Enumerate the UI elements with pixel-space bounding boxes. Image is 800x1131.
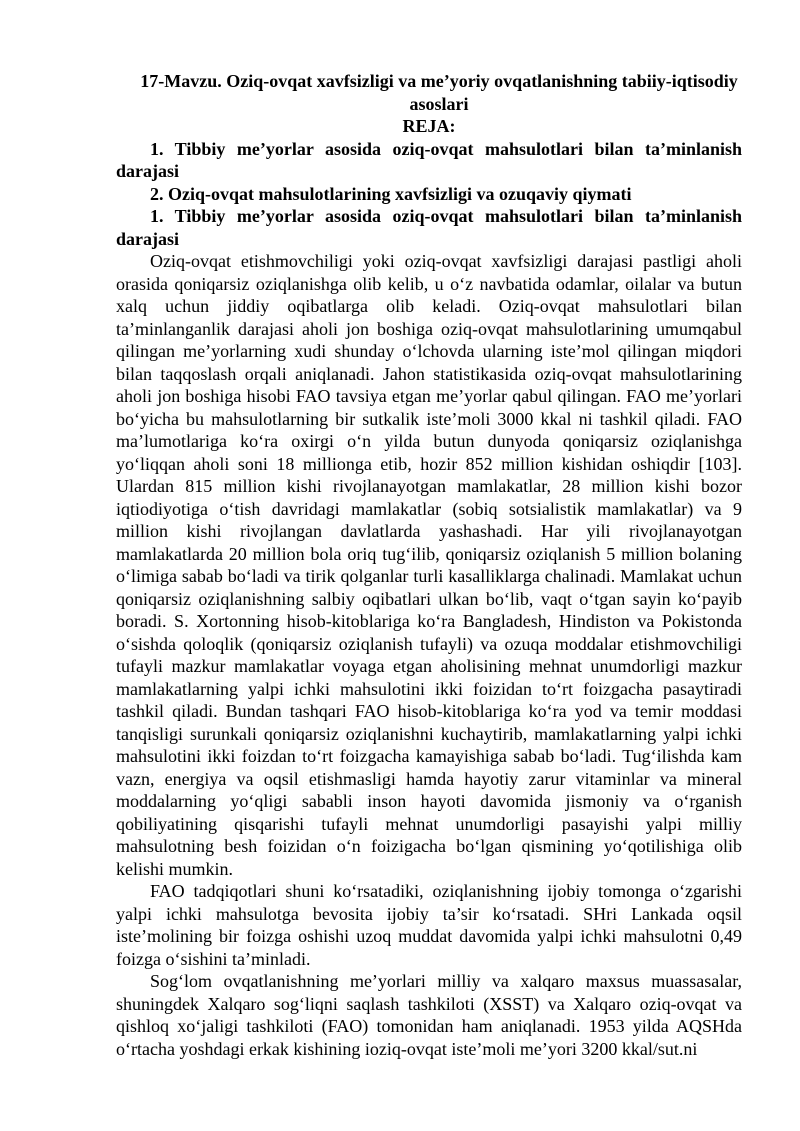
plan-label: REJA:: [402, 116, 456, 136]
document-title: 17-Mavzu. Oziq-ovqat xavfsizligi va me’yoriy ovqatlanishning tabiiy-iqtisodiy asoslari: [140, 71, 738, 114]
plan-item-2: 2. Oziq-ovqat mahsulotlarining xavfsizligi va ozuqaviy qiymati: [150, 183, 632, 204]
body-paragraph-1: Oziq-ovqat etishmovchiligi yoki oziq-ovqat xavfsizligi darajasi pastligi aholi orasida qoniqarsiz oziqlanishga olib kelib, u o‘z navbatida odamlar, oilalar va butun xalq uchun jiddiy oqibatlarga olib keladi. Oziq-ovqat mahsulotlari bilan ta’minlanganlik darajasi aholi jon boshiga oziq-ovqat mahsulotlarining umumqabul qilingan me’yorlarning xudi shunday o‘lchovda ularning iste’mol qilingan miqdori bilan taqqoslash orqali aniqlanadi. Jahon statistikasida oziq-ovqat mahsulotlarining aholi jon boshiga hisobi FAO tavsiya etgan me’yorlar qabul qilingan. FAO me’yorlari bo‘yicha bu mahsulotlarning bir sutkalik iste’moli 3000 kkal ni tashkil qiladi. FAO ma’lumotlariga ko‘ra oxirgi o‘n yilda butun dunyoda qoniqarsiz oziqlanishga yo‘liqqan aholi soni 18 millionga etib, hozir 852 million kishidan oshiqdir [103]. Ulardan 815 million kishi rivojlanayotgan mamlakatlar, 28 million kishi bozor iqtiodiyotiga o‘tish davridagi mamlakatlar (sobiq sotsialistik mamlakatlar) va 9 million kishi rivojlangan davlatlarda yashashadi. Har yili rivojlanayotgan mamlakatlarda 20 million bola oriq tug‘ilib, qoniqarsiz oziqlanish 5 million bolaning o‘limiga sabab bo‘ladi va tirik qolganlar turli kasalliklarga chalinadi. Mamlakat uchun qoniqarsiz oziqlanishning salbiy oqibatlari ulkan bo‘lib, vaqt o‘tgan sayin ko‘payib boradi. S. Xortonning hisob-kitoblariga ko‘ra Bangladesh, Hindiston va Pokistonda o‘sishda qoloqlik (qoniqarsiz oziqlanish tufayli) va ozuqa moddalar etishmovchiligi tufayli mazkur mamlakatlar voyaga etgan aholisining mehnat unumdorligi mazkur mamlakatlarning yalpi ichki mahsulotini ikki foizidan to‘rt foizgacha pasaytiradi tashkil qiladi. Bundan tashqari FAO hisob-kitoblariga ko‘ra yod va temir moddasi tanqisligi surunkali qoniqarsiz oziqlanishni kuchaytirib, mamlakatlarning yalpi ichki mahsulotini ikki foizdan to‘rt foizgacha kamayishiga sabab bo‘ladi. Tug‘ilishda kam vazn, energiya va oqsil etishmasligi hamda hayotiy zarur vitaminlar va mineral moddalarning yo‘qligi sababli inson hayoti davomida jismoniy va o‘rganish qobiliyatining qisqarishi tufayli mehnat unumdorligi pasayishi yalpi milliy mahsulotning besh foizidan o‘n foizigacha bo‘lgan qismining yo‘qotilishiga olib kelishi mumkin.: [116, 251, 742, 879]
plan-item-1: 1. Tibbiy me’yorlar asosida oziq-ovqat mahsulotlari bilan ta’minlanish darajasi: [116, 138, 742, 181]
body-paragraph-3: Sog‘lom ovqatlanishning me’yorlari milliy va xalqaro maxsus muassasalar, shuningdek Xalqaro sog‘liqni saqlash tashkiloti (XSST) va Xalqaro oziq-ovqat va qishloq xo‘jaligi tashkiloti (FAO) tomonidan ham aniqlanadi. 1953 yilda AQSHda o‘rtacha yoshdagi erkak kishining ioziq-ovqat iste’moli me’yori 3200 kkal/sut.ni: [116, 971, 742, 1059]
body-paragraph-2: FAO tadqiqotlari shuni ko‘rsatadiki, oziqlanishning ijobiy tomonga o‘zgarishi yalpi ichki mahsulotga bevosita ijobiy ta’sir ko‘rsatadi. SHri Lankada oqsil iste’molining bir foizga oshishi uzoq muddat davomida yalpi ichki mahsulotni 0,49 foizga o‘sishini ta’minladi.: [116, 881, 742, 969]
section-heading: 1. Tibbiy me’yorlar asosida oziq-ovqat mahsulotlari bilan ta’minlanish darajasi: [116, 206, 742, 249]
document-page: [116, 70, 742, 1060]
